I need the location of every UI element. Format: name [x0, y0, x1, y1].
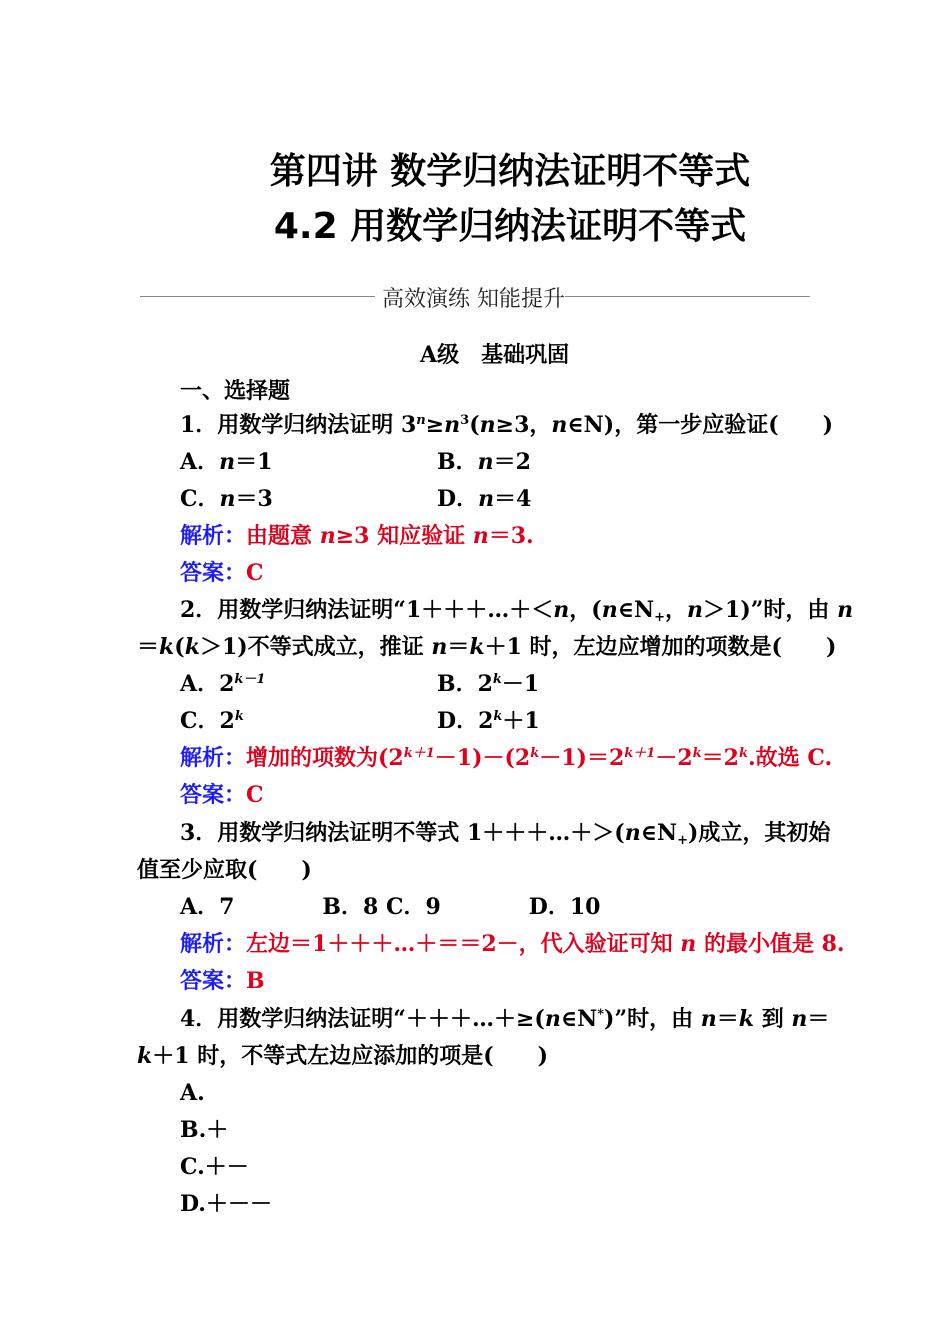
- q2-option-a: A．$2^{k-1}$: [180, 671, 266, 697]
- q2-option-d: D．$2^k+1$: [437, 708, 540, 734]
- q1-analysis: 解析：由题意 n≥3 知应验证 n＝3.: [180, 523, 534, 549]
- level-heading: A级 基础巩固: [420, 342, 570, 368]
- q2-stem-line2: ＝k(k＞1)不等式成立，推证 n＝k＋1 时，左边应增加的项数是( ): [137, 634, 837, 660]
- q1-option-b: B．n＝2: [437, 449, 531, 475]
- q2-analysis: 解析：增加的项数为$(2^{k+1}-1)-(2^k-1)=2^{k+1}-2^k=2^k$.故选 C.: [180, 745, 833, 771]
- q4-stem-line1: 4．用数学归纳法证明“＋＋＋…＋≥(n∈N*)”时，由 n＝k 到 n＝: [180, 1006, 830, 1032]
- q4-stem-line2: k＋1 时，不等式左边应添加的项是( ): [137, 1043, 549, 1069]
- q2-option-c: C．2$^k$: [180, 708, 244, 734]
- q3-stem-line1: 3．用数学归纳法证明不等式 $1+++\dots+>(n\in N_+)$成立，其初始: [180, 820, 831, 848]
- q2-answer: 答案：C: [180, 782, 264, 808]
- q4-option-a: A.: [180, 1080, 205, 1106]
- title-line1: 第四讲 数学归纳法证明不等式: [269, 151, 751, 192]
- part-heading: 一、选择题: [180, 378, 291, 404]
- q4-option-d: D.＋－－: [180, 1191, 272, 1217]
- q1-answer: 答案：C: [180, 560, 264, 586]
- q2-option-b: B．$2^k-1$: [437, 671, 540, 697]
- divider: [140, 282, 810, 312]
- q1-option-c: C．n＝3: [180, 486, 273, 512]
- divider-line-right: [565, 296, 810, 297]
- q1-stem: 1．用数学归纳法证明 $3^n\ge n^3(n\ge 3$，n∈N)，第一步应验证( ): [180, 412, 834, 438]
- q1-option-a: A．n＝1: [180, 449, 273, 475]
- q3-options: A．7 B．8 C．9 D．10: [180, 894, 601, 920]
- q4-option-c: C.＋－: [180, 1154, 249, 1180]
- q2-stem-line1: 2．用数学归纳法证明“1＋＋＋…＋＜n，($n\in N_+$，n＞1)”时，由 n: [180, 597, 854, 625]
- divider-text: 高效演练 知能提升: [382, 287, 565, 312]
- title-line2: 4.2 用数学归纳法证明不等式: [273, 206, 747, 247]
- divider-line-left: [140, 296, 375, 297]
- q1-option-d: D．n＝4: [437, 486, 532, 512]
- q3-analysis: 解析：左边＝1＋＋＋…＋＝＝2－，代入验证可知 n 的最小值是 8.: [180, 931, 845, 957]
- q3-answer: 答案：B: [180, 968, 265, 994]
- q4-option-b: B.＋: [180, 1117, 229, 1143]
- q3-stem-line2: 值至少应取( ): [137, 857, 312, 883]
